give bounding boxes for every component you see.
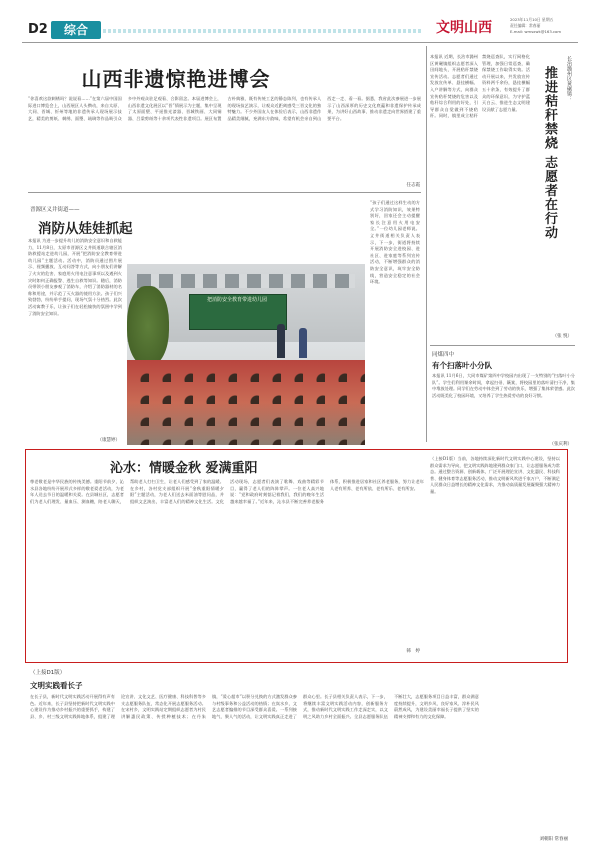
feature-headline: 沁水：情暖金秋 爱满重阳 [110, 461, 258, 476]
right-sub-headline: 有个扫落叶小分队 [432, 361, 492, 370]
masthead-logo: 文明山西 [436, 20, 492, 36]
lead-rule [28, 192, 421, 193]
right-rule [430, 345, 575, 346]
fire-body-right: “孩子们通过这样生动的方式学习消防知识，效果特别好，回家还会主动提醒家长注意用火用电安全。”一位幼儿园老师说。义井街道相关负责人表示，下一步，街道将持续开展消防安全进校园、进社区、进家庭等系列宣传活动，不断增强群众的消防安全意识，筑牢安全防线，营造安全稳定的社会环境。 [370, 200, 420, 285]
email-line: E-mail: wmsxwk@163.com [510, 29, 562, 34]
right-body: 本报讯 近期，长治市潞州区黄碾镇组织志愿者深入田间地头，开展秸秆禁烧宣传活动。志愿者们通过发放宣传单、悬挂横幅、入户讲解等方式，向群众宣传秸秆焚烧的危害以及秸秆综合利用的好处，引导群众自觉做到不烧秸秆。同时，镇里成立秸秆禁烧巡查队，实行网格化管理，加强日常巡查，确保禁烧工作取得实效。活动开展以来，共发放宣传资料两千余份，悬挂横幅五十余条，有效提升了群众的环保意识，为守护蓝天白云、推进生态文明建设贡献了志愿力量。 [430, 54, 530, 119]
children-crowd [127, 360, 365, 445]
right-sub-byline: （张庆利） [549, 442, 572, 447]
feature-body: 尊老敬老是中华民族的传统美德。重阳节前夕，沁水县各地纷纷开展形式多样的敬老爱老活动，为老年人送去节日的温暖和关爱。在县城社区，志愿者们为老人们理发、量血压、测血糖，陪老人聊天，帮助老人打扫卫生，让老人们感受到了家的温暖。在乡村，各村党支部组织开展“金秋重阳情暖夕阳”主题活动，为老人们送去米面油等慰问品，并组织文艺演出，丰富老人们的精神文化生活。文化活动现场，志愿者们表演了歌舞、戏曲等精彩节目，赢得了老人们的阵阵掌声。一位老人高兴地说：“党和政府时刻惦记着我们，我们的晚年生活越来越幸福了。”近年来，沁水县不断完善养老服务体系，积极推进居家和社区养老服务，努力让老年人老有所养、老有所依、老有所乐、老有所安。 [30, 479, 424, 504]
feature-byline: 韩 婷 [406, 649, 420, 654]
shangdang-byline: 刘朝阳 常春丽 [539, 837, 568, 842]
fire-drill-photo [127, 264, 365, 445]
right-sub-body: 本报讯 11月6日，大同市煤矿第四中学校园内出现了一支特别的“扫落叶小分队”。学生们利用课余时间，拿起扫帚、簸箕，将校园里的落叶清扫干净，集中堆放处理。同学们在劳动中体会到了劳动的快乐，增强了集体荣誉感。此次活动既美化了校园环境，又培养了学生热爱劳动的良好习惯。 [432, 373, 575, 398]
fire-byline: （康慧婷） [97, 438, 120, 443]
right-kicker: 长治潞州区黄碾镇： [566, 56, 572, 101]
right-headline: 推进秸秆禁烧 志愿者在行动 [542, 66, 557, 240]
feature-body-right: （上接D1版）当前，各地持续深化新时代文明实践中心建设，坚持以群众需求为导向，把文明实践阵地建到群众家门口，让志愿服务成为常态。通过整合资源、创新载体，广泛开展理论宣讲、文化惠民、科技科普、健身体育等志愿服务活动，推动文明新风吹进千家万户，不断满足人民群众日益增长的精神文化需求，为推动高质量发展凝聚强大精神力量。 [430, 456, 560, 494]
shangdang-body: 在长子县，新时代文明实践活动开展得有声有色。近年来，长子县坚持把新时代文明实践中心建设作为推动乡村振兴的重要抓手，构建了县、乡、村三级文明实践阵地体系，组建了理论宣讲、文化文艺、医疗健康、科技科普等多支志愿服务队伍，常态化开展志愿服务活动。在宋村乡，文明实践站定期组织志愿者为村民讲解惠民政策、传授种植技术；在丹朱镇，“爱心超市”以积分兑换的方式激发群众参与村级事务和公益活动的热情；在岚水乡，文艺志愿者编排的节目深受群众喜爱。一系列接地气、聚人气的活动，让文明实践真正走进了群众心里。长子县相关负责人表示，下一步，将继续丰富文明实践活动内容，创新服务方式，推动新时代文明实践工作走深走实，以文明之风助力乡村全面振兴。全县志愿服务队伍不断壮大，志愿服务项目日益丰富，群众满意度持续提升，文明乡风、良好家风、淳朴民风蔚然成风，为建设美丽幸福长子提供了坚实的精神支撑和有力的文化保障。 [30, 694, 479, 719]
editor-line: 责任编辑：常春丽 [510, 23, 541, 28]
lead-headline: 山西非遗惊艳进博会 [81, 67, 271, 91]
right-sub-kicker: 同煤四中 [432, 352, 455, 358]
lead-byline: 任志霞 [406, 183, 420, 188]
lead-body: “你喜欢这款刺绣吗？说说看……”在第六届中国国际进口博览会上，山西展区人头攒动，来自太原、大同、晋城、忻州等地的非遗传承人现场展示技艺，精美的剪纸、刺绣、面塑、琉璃等作品吸引众多中外观众驻足观看、合影留念。本届进博会上，山西非遗文化展区以“晋”情展示为主题，集中呈现了太原面塑、平遥推光漆器、晋城铁画、大同铜器、吕梁剪纸等十余项代表性非遗项目。展区布置古朴典雅，既有传统工艺的静态陈列，也有传承人的现场技艺演示，让观众近距离感受三晋文化的独特魅力。不少外国友人在体验后表示，山西非遗作品精美细腻，充满东方韵味，希望有机会亲自到山西走一走、看一看。据悉，我省此次参展进一步展示了山西深厚的历史文化底蕴和非遗保护传承成果，为讲好山西故事、推动非遗走向世界搭建了重要平台。 [28, 96, 421, 121]
section-badge: 综合 [51, 21, 101, 39]
firefighter-figure [277, 324, 285, 358]
page-number: D2 [28, 22, 48, 37]
banner-text: 把消防安全教育带进幼儿园 [206, 297, 267, 303]
shangdang-tag: （上接D1版） [30, 670, 66, 676]
header-stripes-icon [103, 29, 421, 33]
fire-kicker: 晋源区义井街道—— [30, 207, 80, 213]
fire-headline: 消防从娃娃抓起 [38, 221, 133, 237]
issue-date: 2023年11月10日 星期五 [510, 17, 554, 22]
tree-left [127, 286, 169, 366]
right-column-divider [426, 46, 427, 442]
window-row [137, 274, 355, 288]
fire-body-left: 本报讯 为进一步提升幼儿的消防安全意识和自救能力，11月8日，太原市晋源区义井街道联合辖区消防救援站走进幼儿园，开展“把消防安全教育带进幼儿园”主题活动。活动中，消防员通过图片展示、视频播放、互动问答等方式，向小朋友们讲解了火灾的危害、家庭用火用电注意事项以及遇到火灾时如何正确报警、逃生自救等知识。随后，消防员带领小朋友参观了消防车，介绍了消防器材的名称和用途，并示范了灭火器的使用方法。孩子们兴致勃勃，纷纷举手提问，现场气氛十分热烈。此次活动寓教于乐，让孩子们在轻松愉快的氛围中学到了消防安全知识。 [28, 238, 122, 316]
shangdang-headline: 文明实践看长子 [30, 681, 83, 690]
header-rule [22, 42, 578, 43]
firefighter-figure [299, 328, 307, 358]
right-byline: （张 悦） [552, 334, 572, 339]
